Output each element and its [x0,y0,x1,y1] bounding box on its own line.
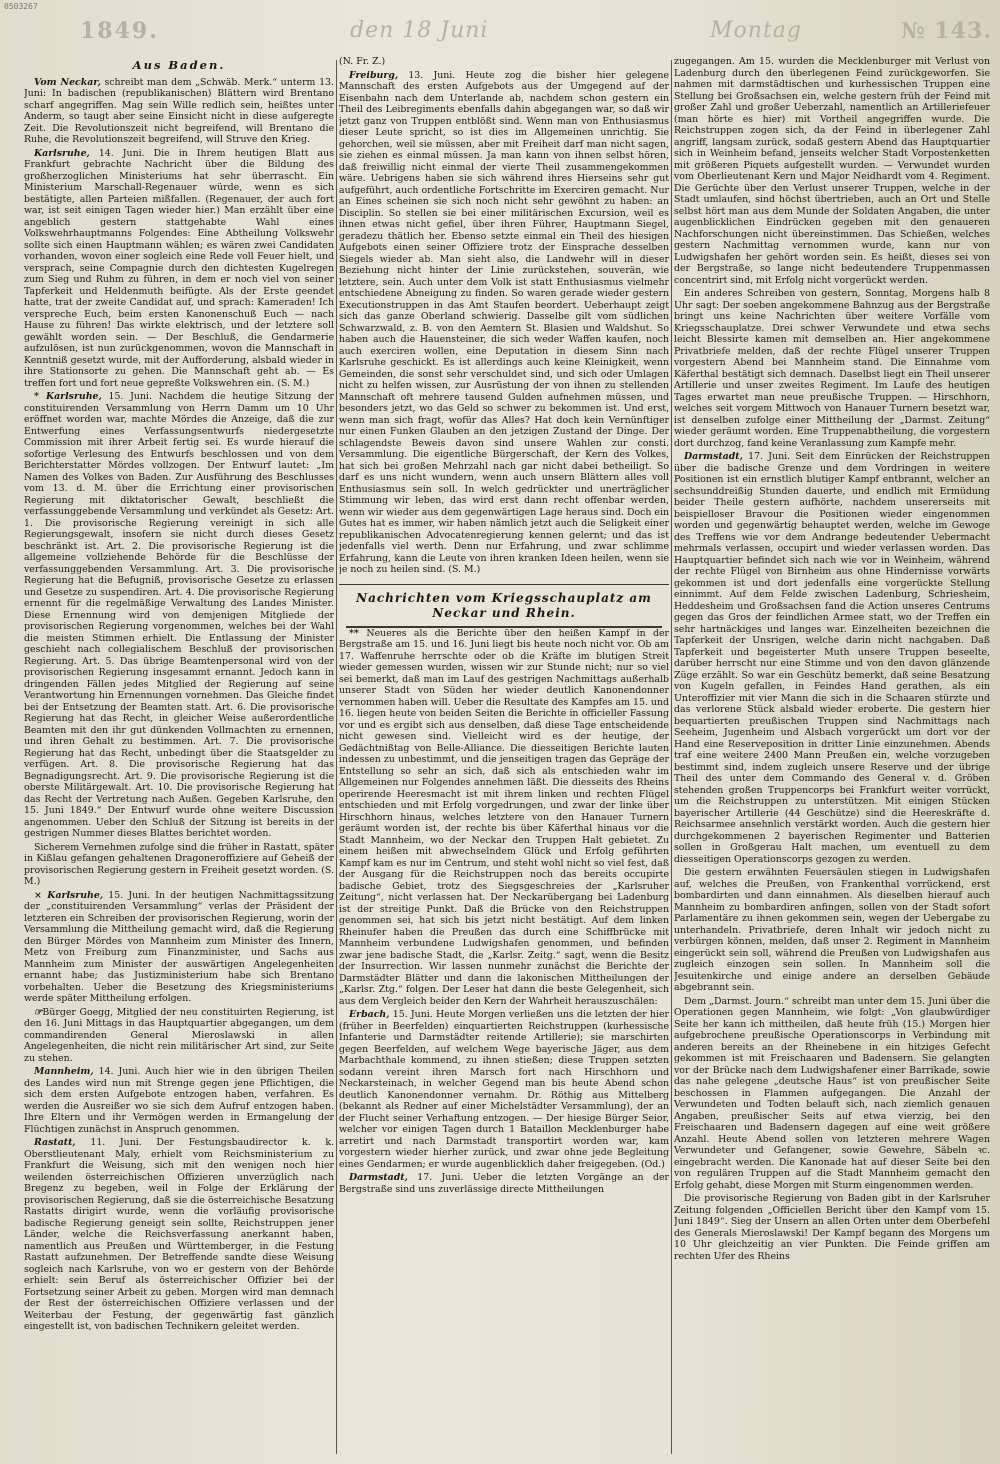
article-text: 15. Juni. Heute Morgen verließen uns die letzten der hier (früher in Beerfelden) einquartierten Reichstruppen (kurhessische Infanterie und Darmstädter reitende Artillerie); sie marschirten gegen Beerfelden, auf welchem Wege bayerische Jäger, aus dem Marbachthale kommend, zu ihnen stießen; diese Truppen setzten sodann vereint ihren Marsch fort nach Hirschhorn und Neckarsteinach, in welcher Gegend man bis heute Abend schon deutlich Kanonendonner vernahm. Dr. Röthig aus Mittelberg (bekannt als Redner auf einer Michelstädter Versammlung), der an der Flucht seiner Verhaftung entzogen. — Der hiesige Bürger Seior, welcher vor einigen Tagen durch 1 Bataillon Mecklenburger habe arretirt und nach Darmstadt transportirt worden war, kam vorgestern wieder hierher zurück, und zwar ohne jede Begleitung eines Gendarmen; er wurde augenblicklich daher freigegeben. (Od.) [339,1009,669,1170]
article-text: 14. Juni. Auch hier wie in den übrigen Theilen des Landes wird nun mit Strenge gegen jene Pflichtigen, die sich dem ersten Aufgebote entzogen haben, verfahren. Es werden die Ausreißer wo sie sich dem Aufruf entzogen haben. Ihre Eltern und ihr Vermögen werden in Ermangelung der Flüchtigen zunächst in Anspruch genommen. [24,1066,334,1135]
article-paragraph [674,288,990,449]
masthead [20,14,992,54]
article-text: Ein anderes Schreiben von gestern, Sonntag, Morgens halb 8 Uhr sagt: Der soeben angekommene Bahnzug aus der Bergstraße bringt uns keine Nachrichten über weitere Vorfälle vom Kriegsschauplatze. Drei schwer Verwundete und etwa sechs leicht Blessirte kamen mit demselben an. Hier angekommene Privatbriefe melden, daß der rechte Flügel unserer Truppen vorgestern Abend bei Mannheim stand. Die Einnahme vom Käferthal bestätigt sich demnach. Daselbst liegt ein Theil unserer Artillerie und unser zweites Regiment. Im Laufe des heutigen Tages erwartet man neue preußische Truppen. — Hirschhorn, welches seit vorgem Mittwoch von Hanauer Turnern besetzt war, ist denselben zufolge einer Mittheilung der „Darmst. Zeitung“ wieder geräumt worden. Eine Truppenabtheilung, die vorgestern dort durchzog, fand keine Veranlassung zum Kampfe mehr. [674,288,990,449]
article-dateline: Darmstadt, [684,451,743,462]
article-dateline: Freiburg, [349,69,399,81]
article-dateline: Karlsruhe, [34,147,90,159]
column-3 [674,56,990,1456]
article-paragraph [339,628,669,1008]
article-dateline: ☞ [34,1006,43,1018]
article-text: 11. Juni. Der Festungsbaudirector k. k. Oberstlieutenant Maly, erhielt vom Reichsministerium zu Frankfurt die Weisung, sich mit den wenigen noch hier weilenden österreichischen Offizieren unverzüglich nach Bregenz zu begeben, weil in Folge der Erklärung der provisorischen Regierung, daß sie die österreichische Besatzung Rastatts dirigirt wurde, wenn die vorläufig provisorische badische Regierung geneigt sein sollte, Reichstruppen jener Länder, welche die Reichsverfassung anerkannt haben, namentlich aus Preußen und Württemberger, in die Festung Rastatt aufzunehmen. Der Betreffende sandte diese Weisung sogleich nach Karlsruhe, von wo er gestern von der Behörde erhielt: sein Beruf als österreichischer Offizier bei der Fortsetzung seiner Arbeit zu geben. Morgen wird man demnach der Rest der österreichischen Offiziere verlassen und der Weiterbau der Festung, der gegenwärtig fast gänzlich eingestellt ist, von badischen Technikern geleitet werden. [24,1137,334,1332]
article-dateline: Vom Neckar, [34,76,101,88]
article-paragraph [674,56,990,286]
article-text: (N. Fr. Z.) [339,56,386,67]
article-paragraph [24,1137,334,1333]
article-dateline: Erbach, [349,1009,390,1020]
article-text: Bürger Goegg, Mitglied der neu constituirten Regierung, ist den 16. Juni Mittags in das Hauptquartier abgegangen, um dem commandirenden General Mieroslawski in allen Angelegenheiten, die nicht rein militärischer Art sind, zur Seite zu stehen. [24,1006,334,1064]
article-paragraph [339,1172,669,1195]
column-rule [671,60,672,1454]
article-dateline: ** [349,627,367,639]
article-paragraph [674,451,990,865]
article-paragraph [339,1009,669,1170]
article-text: schreibt man dem „Schwäb. Merk.“ unterm 13. Juni: In badischen (republikanischen) Blättern wird Brentano scharf angegriffen. Mag sein Wille redlich sein, heißtes unter Anderm, so taugt aber seine Einsicht nicht in diese aufgeregte Zeit. Die Revolutionszeit nicht begreifend, will Brentano die Ruhe, die Revolutionszeit begreifend, will Struve den Krieg. [24,76,334,145]
article-text: 15. Juni. In der heutigen Nachmittagssitzung der „constituirenden Versammlung“ verlas der Präsident der letzteren ein Schreiben der provisorischen Regierung, worin der Versammlung die Mittheilung gemacht wird, daß die Regierung den Bürger Mördes von Mannheim zum Minister des Innern, Metz von Freiburg zum Finanzminister, und Sachs aus Mannheim zum Minister der auswärtigen Angelegenheiten ernannt habe; das Justizministerium habe sich Brentano vorbehalten. Ueber die Besetzung des Kriegsministeriums werde später Mittheilung erfolgen. [24,889,334,1004]
column-2-articles-bottom [339,628,669,1196]
article-paragraph [339,56,669,68]
column-1 [24,56,334,1456]
masthead-day: Montag [710,18,802,43]
article-dateline: × Karlsruhe, [34,889,104,901]
article-text: Neueres als die Berichte über den heißen Kampf in der Bergstraße am 15. und 16. Juni liegt bis heute noch nicht vor. Ob am 17. Waffenruhe herrschte oder ob die Kräfte im blutigen Streit wieder gemessen wurden, wissen wir zur Stunde nicht; nur so viel sei bemerkt, daß man im Lauf des gestrigen Nachmittags außerhalb unserer Stadt von Süden her wieder deutlich Kanonendonner vernommen haben will. Ueber die Resultate des Kampfes am 15. und 16. liegen heute von beiden Seiten die Berichte in officieller Fassung vor und es ergibt sich aus denselben, daß diese Tage entscheidende nicht gewesen sind. Vielleicht wird es der heutige, der Gedächtnißtag von Belle-Alliance. Die diesseitigen Berichte lauten indessen zu unbestimmt, und die jenseitigen tragen das Gepräge der Entstellung so sehr an sich, daß sich als entschieden wahr im Allgemeinen nur Folgendes annehmen läßt. Die diesseits des Rheins operirende Heeresmacht ist mit ihrem linken und rechten Flügel entschieden und mit Erfolg vorgedrungen, und zwar der linke über Hirschhorn hinaus, welches letztere von den Hanauer Turnern geräumt worden ist, der rechte bis über Käferthal hinaus vor die Stadt Mannheim, wo der Neckar den Truppen Halt gebietet. Zu einem heißen mit abwechselndem Glück und Erfolg geführten Kampf kam es nur im Centrum, und steht wohl nicht so viel fest, daß der Ausgang für die Reichstruppen noch das bereits occupirte badische Gebiet, trotz des Siegsgeschreies der „Karlsruher Zeitung“, nicht verlassen hat. Der Neckarübergang bei Ladenburg ist der streitige Punkt. Daß die Brücke von den Reichstruppen genommen sei, hat sich bis jetzt nicht bestätigt. Auf dem linken Rheinufer haben die Preußen das durch eine Schiffbrücke mit Mannheim verbundene Ludwigshafen genommen, und befinden zwar jene badische Stadt, die „Karlsr. Zeitg.“ sagt, wenn die Besitz der Insurrection. Wir lassen nunmehr zunächst die Berichte der Darmstädter Blätter und dann die lakonischen Mittheilungen der „Karlsr. Ztg.“ folgen. Der Leser hat dann die beste Gelegenheit, sich aus dem Vergleich beider den Kern der Wahrheit herauszuschälen: [339,627,669,1007]
article-paragraph [24,842,334,888]
article-paragraph [24,1007,334,1065]
article-text: Dem „Darmst. Journ.“ schreibt man unter dem 15. Juni über die Operationen gegen Mannheim, wie folgt: „Von glaubwürdiger Seite her kann ich mittheilen, daß heute früh (15.) Morgen hier aufgebrochene preußische Operationscorps in Verbindung mit anderen bereits an der Rheinebene in ein hitziges Gefecht gekommen ist mit Freischaaren und Badensern. Sie gelangten vor der Brücke nach dem Ludwigshafener einer Barrikade, sowie das nahe gelegene „deutsche Haus“ ist von preußischer Seite beschossen in Flammen aufgegangen. Die Anzahl der Verwundeten und Todten belauft sich, nach ziemlich genauen Angaben, preußischer Seits auf etwa vierzig, bei den Freischaaren und Badensern dagegen auf eine weit größere Anzahl. Heute Abend sollen von letzteren mehrere Wagen Verwundeter und Gefangener, sowie Gewehre, Säbeln ꝛc. eingebracht werden. Die Kanonade hat auf dieser Seite bei den von regulären Truppen auf die Stadt Mannheim gemacht den Erfolg gehabt, diese Morgen mit Sturm eingenommen werden. [674,995,990,1191]
article-text: 17. Juni. Seit dem Einrücken der Reichstruppen über die badische Grenze und dem Vordringen in weitere Positionen ist ein ernstlich blutiger Kampf entbrannt, welcher an sechsunddreißig Stunden dauerte, und endlich mit Ermüdung beider Theile gestern aufhörte, nachdem unsererseits mit beispielloser Bravour die Positionen wieder eingenommen worden und gegenwärtig behauptet werden, welche im Gewoge des Treffens wie vor dem Andrange bedeutender Uebermacht mehrmals verlassen, occupirt und wieder verlassen worden. Das Hauptquartier befindet sich nach wie vor in Weinheim, während der rechte Flügel von Birnheim aus ohne Hindernisse vorwärts gekommen ist und dort jedenfalls eine vorgerückte Stellung einnimmt. Auf dem Felde zwischen Ladenburg, Schriesheim, Heddesheim und Großsachsen fand die Action unseres Centrums gegen das Gros der feindlichen Armee statt, wo der Treffen ein sehr hartnäckiges und langes war. Einzelheiten bezeichnen die Tapferkeit der Unsrigen, welche darin nicht nachgaben. Daß Tapferkeit und begeisterter Muth unsere Truppen beseelte, darüber herrscht nur eine Stimme und von den davon glänzende Züge erzählt. So war ein Geschütz bemerkt, daß seine Besatzung von Kugeln gefallen, in Feindes Hand gerathen, als ein Unteroffizier mit vier Mann die sich in die Schaaren stürzte und das verlorene Stück alsbald wieder eroberte. Die gestern hier bequartierten preußischen Truppen sind Nachmittags nach Seeheim, Jugenheim und Alsbach vorgerückt um dort vor der Hand eine Reserveposition in dritter Linie einzunehmen. Abends traf eine weitere 2400 Mann Preußen ein, welche vorzugeben bestimmt sind, indem zugleich unsere Reserve und der übrige Theil des unter dem Commando des General v. d. Gröben stehenden großen Truppencorps bei Frankfurt weiter vorrückt, um die Reichstruppen zu unterstützen. Mit einigen Stücken bayerischer Artillerie (44 Geschütze) sind die Heereskräfte d. Reichsarmee ansehnlich verstärkt worden. Auch die gestern hier durchgekommenen 2 bayerischen Regimenter und Batterien sollen in Großgerau Halt machen, um eventuell zu dem diesseitigen Operationscorps gezogen zu werden. [674,451,990,865]
article-paragraph [24,148,334,390]
article-dateline: Darmstadt, [349,1172,408,1183]
article-text: 14. Juni. Die in Ihrem heutigen Blatt aus Frankfurt gebrachte Nachricht über die Bildung des großherzoglichen Ministeriums hat sehr überrascht. Ein Ministerium Marschall-Regenauer würde, wenn es sich bestätigte, allen Parteien mißfallen. (Regenauer, der auch fort war, ist seit einigen Tagen wieder hier.) Man erzählt über eine angeblich gestern stattgehabte Wahl eines Volkswehrhauptmanns Folgendes: Eine Abtheilung Volkswehr sollte sich einen Hauptmann wählen; es wären zwei Candidaten vorhanden, wovon einer sogleich eine Rede voll Feuer hielt, und versprach, seine Compagnie durch den dichtesten Kugelregen zum Sieg und Ruhm zu führen, in dem er noch viel von seiner Tapferkeit und Heldenmuth beifügte. Als der Erste geendet hatte, trat der zweite Candidat auf, und sprach: Kameraden! Ich verspreche Euch, beim ersten Kanonenschuß Euch — nach Hause zu führen! Das wirkte elektrisch, und der letztere soll gewählt worden sein. — Der Beschluß, die Gendarmerie aufzulösen, ist nun zurückgenommen, wovon die Mannschaft in Kenntniß gesetzt wurde, mit der Aufforderung, alsbald wieder in ihre Stationsorte zu gehen. Die Mannschaft geht ab. — Es treffen fort und fort neue gepreßte Volkswehren ein. (S. M.) [24,147,334,389]
section-divider [339,584,669,585]
masthead-issue-number: № 143. [900,18,992,44]
article-paragraph [674,1193,990,1262]
section-heading-aus-baden: Aus Baden. [132,58,226,72]
article-paragraph [674,996,990,1192]
article-text: 15. Juni. Nachdem die heutige Sitzung der constituirenden Versammlung von Herrn Damm um 10 Uhr eröffnet worden war, machte Mördes die Anzeige, daß die zur Entwerfung eines Verfassungsentwurfs niedergesetzte Commission mit ihrer Arbeit fertig sei. Es wurde hierauf die sofortige Verlesung des Entwurfs beschlossen und von dem Berichterstatter Mördes vollzogen. Der Entwurf lautet: „Im Namen des Volkes von Baden. Zur Ausführung des Beschlusses vom 13. d. M. über die Errichtung einer provisorischen Regierung mit diktatorischer Gewalt, beschließt die verfassunggebende Versammlung und verkündet als Gesetz: Art. 1. Die provisorische Regierung vereinigt in sich alle Regierungsgewalt, insofern sie nicht durch dieses Gesetz beschränkt ist. Art. 2. Die provisorische Regierung ist die allgemeine vollziehende Behörde für die Beschlüsse der verfassunggebenden Versammlung. Art. 3. Die provisorische Regierung hat die Befugniß, provisorische Gesetze zu erlassen und Gesetze zu suspendiren. Art. 4. Die provisorische Regierung ernennt für die regelmäßige Verwaltung des Landes Minister. Diese Ernennung wird von demjenigen Mitgliede der provisorischen Regierung vorgenommen, welches bei der Wahl die meisten Stimmen erhielt. Die Entlassung der Minister geschieht nach collegialischem Beschluß der provisorischen Regierung. Art. 5. Das übrige Beamtenpersonal wird von der provisorischen Regierung insgesammt ernannt. Jedoch kann in dringenden Fällen jedes Mitglied der Regierung auf seine Verantwortung hin Ernennungen vornehmen. Das Gleiche findet bei der Entsetzung der Beamten statt. Art. 6. Die provisorische Regierung hat das Recht, in gleicher Weise außerordentliche Beamten mit den ihr gut dünkenden Vollmachten zu ernennen, und ihren Gehalt zu bestimmen. Art. 7. Die provisorische Regierung hat das Recht, unbedingt über die Staatsgelder zu verfügen. Art. 8. Die provisorische Regierung hat das Begnadigungsrecht. Art. 9. Die provisorische Regierung ist die oberste Militärgewalt. Art. 10. Die provisorische Regierung hat das Recht der Vertretung nach Außen. Gegeben Karlsruhe, den 15. Juni 1849.“ Der Entwurf wurde ohne weitere Discussion angenommen. Ueber den Schluß der Sitzung ist bereits in der gestrigen Nummer dieses Blattes berichtet worden. [24,391,334,839]
article-paragraph [24,391,334,840]
article-dateline: Mannheim, [34,1066,94,1077]
column-1-articles [24,77,334,1333]
article-text: 17. Juni. Ueber die letzten Vorgänge an der Bergstraße sind uns zuverlässige directe Mittheilungen [339,1172,669,1195]
article-paragraph [24,77,334,146]
article-dateline: Rastatt, [34,1137,76,1148]
article-paragraph [339,70,669,576]
column-2-articles-top [339,56,669,576]
article-paragraph [24,890,334,1005]
article-text: Die provisorische Regierung von Baden gibt in der Karlsruher Zeitung folgenden „Officiellen Bericht über den Kampf vom 15. Juni 1849“. Sieg der Unsern an allen Orten unter dem Oberbefehl des Generals Mieroslawski! Der Kampf begann des Morgens um 10 Uhr gleichzeitig an vier Punkten. Die Feinde griffen am rechten Ufer des Rheins [674,1193,990,1262]
article-dateline: * Karlsruhe, [34,391,102,402]
column-rule [336,60,337,1454]
article-text: 13. Juni. Heute zog die bisher hier gelegene Mannschaft des ersten Aufgebots aus der Umgegend auf der Eisenbahn nach dem Unterlande ab, nachdem schon gestern ein Theil des Leibregiments ebenfalls dahin abgegangen war, so daß wir jetzt ganz von Truppen entblößt sind. Wenn man von Enthusiasmus dieser Leute spricht, so ist dies im Allgemeinen unrichtig. Sie gehorchen, weil sie müssen, aber mit Freiheit darf man nicht sagen, sie ziehen es einmal müssen. Ja man kann von ihnen selbst hören, daß freiwillig nicht einmal der vierte Theil zusammengekommen wäre. Uebrigens haben sie sich während ihres Hierseins sehr gut aufgeführt, auch ordentliche Fortschritte im Exerciren gemacht. Nur an Eines scheinen sie sich noch nicht sehr gewöhnt zu haben: an Disciplin. So stellen sie bei einer militärischen Excursion, weil es ihnen etwas nicht gefiel, über ihren Führer, Hauptmann Siegel, geradezu thätlich her. Ebenso setzte einmal ein Theil des hiesigen Aufgebots einen seiner Offiziere trotz der Einsprache desselben Siegels wieder ab. Man sieht also, die Landwehr will in dieser Beziehung nicht hinter der Linie zurückstehen, souverän, wie letztere, sein. Auch unter dem Volk ist statt Enthusiasmus vielmehr entschiedene Abneigung zu finden. So waren gerade wieder gestern Executionstruppen in das Amt Staufen beordert. Ueberhaupt zeigt sich das ganze Oberland schwierig. Dasselbe gilt vom südlichen Schwarzwald, z. B. von den Aemtern St. Blasien und Waldshut. So haben auch die Hauensteiner, die sich weder Waffen kaufen, noch auch exerciren wollen, eine Deputation in diesem Sinn nach Karlsruhe geschickt. Es ist allerdings auch keine Kleinigkeit, wenn Gemeinden, die sonst sehr verschuldet sind, und sich oder Umlagen nicht zu helfen wissen, zur Ausrüstung der von ihnen zu stellenden Mannschaft oft mehrere tausend Gulden aufnehmen müssen, und besonders jetzt, wo das Geld so schwer zu bekommen ist. Und erst, wenn man sich fragt, wofür das Alles? Hat doch kein Vernünftiger nur einen Funken Glauben an den jetzigen Zustand der Dinge. Der schlagendste Beweis davon sind unsere Wahlen zur consti. Versammlung. Die eigentliche Bürgerschaft, der Kern des Volkes, hat sich bei großen Mehrzahl nach gar nicht dabei betheiligt. So darf es uns nicht wundern, wenn auch unsern Blättern alles voll Enthusiasmus sein soll. In welch gedrückter und unerträglicher Stimmung wir leben, das wird erst dann recht offenbar werden, wenn wir wieder aus dem gegenwärtigen Lage heraus sind. Doch ein Gutes hat es immer, wir haben nämlich jetzt auch die Seligkeit einer republikanischen Advocatenregierung kennen gelernt; und das ist jedenfalls viel werth. Denn nur Erfahrung, und zwar schlimme Erfahrung, kann die Leute von ihren kranken Ideen heilen, wenn sie je noch zu heilen sind. (S. M.) [339,69,669,575]
article-text: Sicherem Vernehmen zufolge sind die früher in Rastatt, später in Kißlau gefangen gehaltenen Dragoneroffiziere auf Geheiß der provisorischen Regierung gestern in Freiheit gesetzt worden. (S. M.) [24,841,334,887]
article-text: Die gestern erwähnten Feuersäulen stiegen in Ludwigshafen auf, welches die Preußen, von Frankenthal vorrückend, erst bombardirten und dann einnahmen. Als dieselben hierauf auch Mannheim zu bombardiren anfingen, sollen von der Stadt sofort Parlamentäre zu ihnen gekommen sein, wegen der Uebergabe zu unterhandeln. Privatbriefe, deren Inhalt wir jedoch nicht zu verbürgen können, melden, daß unser 2. Regiment in Mannheim eingerückt sein soll, während die Preußen von Ludwigshafen aus zugleich einzogen sein sollen. In Mannheim soll die Jesuitenkirche und einige andere an derselben Gebäude abgebrannt sein. [674,867,990,993]
article-text: zugegangen. Am 15. wurden die Mecklenburger mit Verlust von Ladenburg durch den überlegenen Feind zurückgeworfen. Sie nahmen mit darmstädtischen und kurhessischen Truppen eine Stellung bei Großsachsen ein, welche gestern früh der Feind mit großer Zahl und großer Ueberzahl, namentlich an Artilleriefeuer (man hörte es hier) mit Vortheil angegriffen wurde. Die Reichstruppen zogen sich, da der Feind in überlegener Zahl angriff, langsam zurück, sodaß gestern Abend das Hauptquartier sich in Weinheim befand, jenseits welcher Stadt Vorpostenketten mit größeren Piquets aufgestellt wurden. — Verwundet wurden vom Oberlieutenant Kern und Major Neidhardt vom 4. Regiment. Die Gerüchte über den Verlust unserer Truppen, welche in der Stadt umlaufen, sind höchst übertrieben, auch an Ort und Stelle selbst hört man aus dem Munde der Soldaten Angaben, die unter augenblicklichen Eindrücken gegeben mit den genaueren Nachforschungen nicht übereinstimmen. Das Schießen, welches gestern Nachmittag vernommen wurde, kann nur von Ludwigshafen her gehört worden sein. Es heißt, dieses sei von der Bergstraße, so lange nicht bedeutendere Truppenmassen concentrirt sind, mit Erfolg nicht vorgerückt werden. [674,56,990,286]
column-3-articles [674,56,990,1262]
column-2 [339,56,669,1456]
masthead-date: den 18 Juni [350,18,489,43]
article-paragraph [24,1066,334,1135]
page-id: 0503267 [4,2,38,11]
masthead-year: 1849. [80,18,159,44]
article-paragraph [674,867,990,994]
section-heading-kriegsschauplatz: Nachrichten vom Kriegsschauplatz am Neckar und Rhein. [356,590,652,620]
